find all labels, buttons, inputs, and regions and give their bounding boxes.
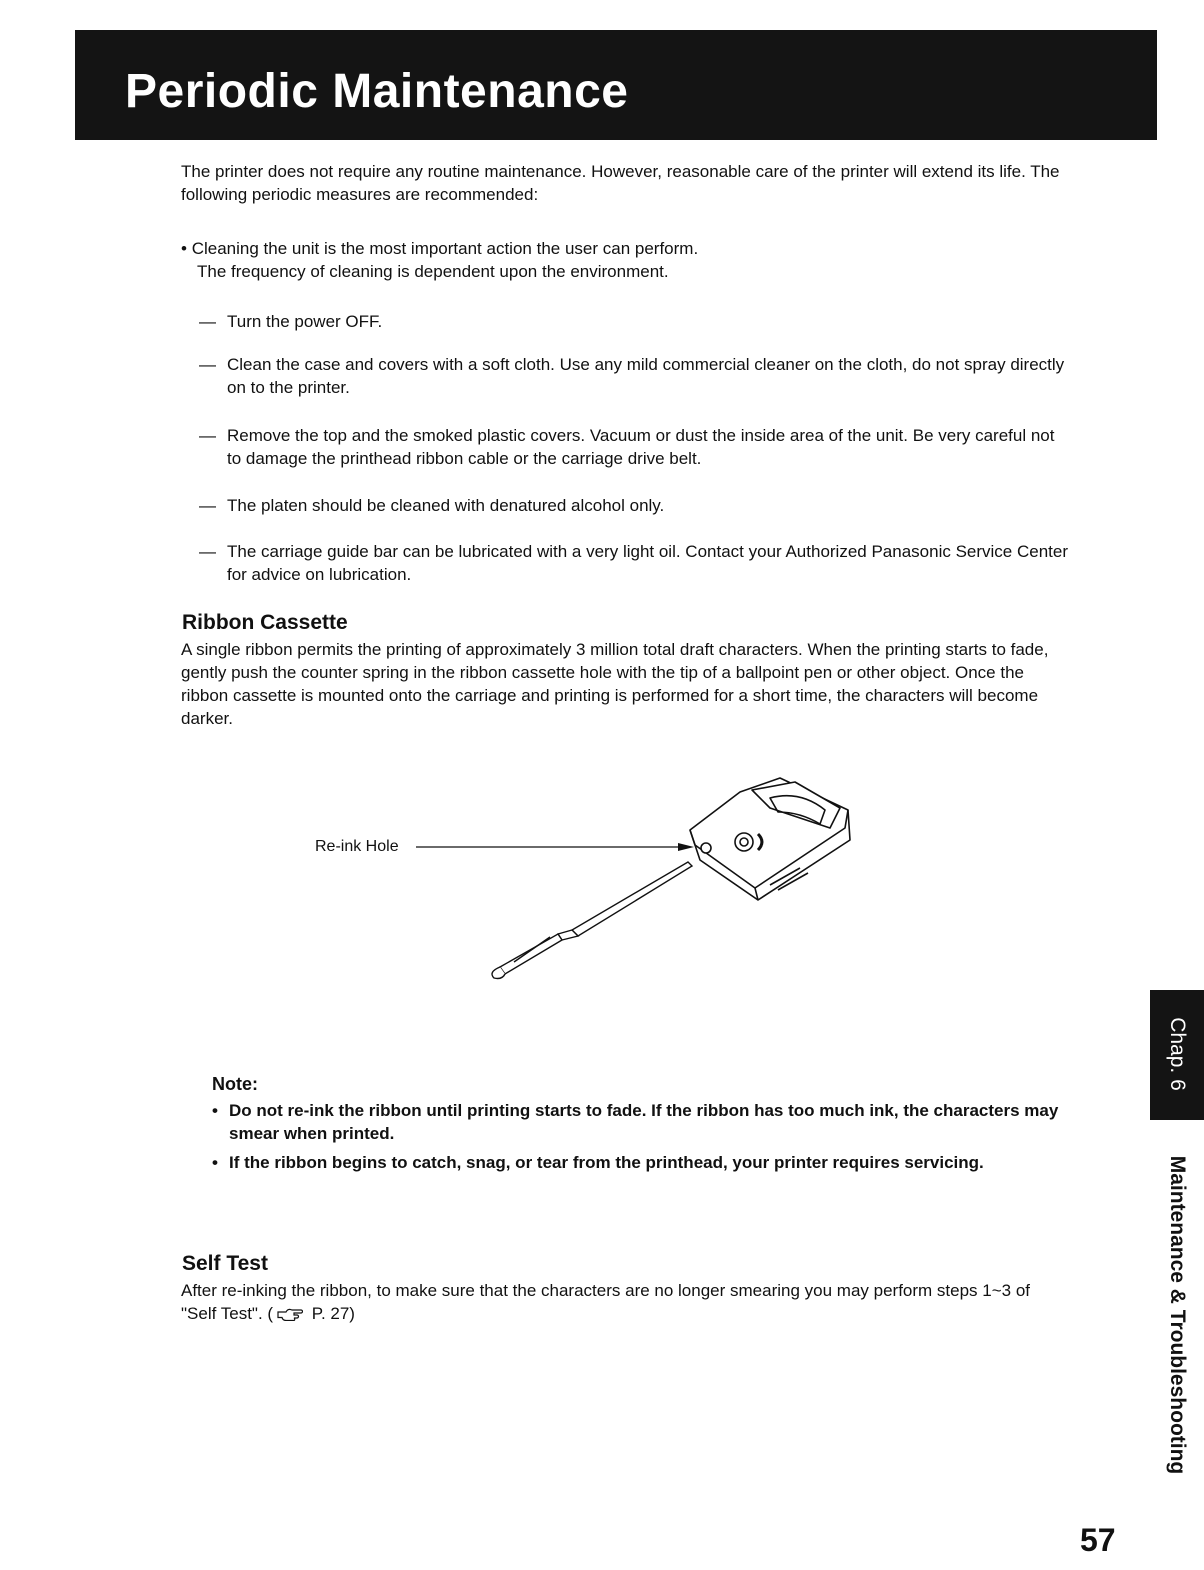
dash-mark: —	[199, 542, 216, 561]
bullet-mark: •	[212, 1153, 218, 1172]
ribbon-cassette-illustration	[300, 760, 900, 1000]
chapter-title: Maintenance & Troubleshooting	[1166, 1155, 1189, 1475]
cleaning-step	[199, 353, 1069, 399]
cleaning-line-1: Cleaning the unit is the most important action the user can perform.	[191, 239, 699, 258]
page-title: Periodic Maintenance	[125, 65, 629, 118]
chapter-tab-label: Chap. 6	[1166, 1017, 1189, 1091]
self-test-heading: Self Test	[182, 1252, 268, 1275]
step-text: Turn the power OFF.	[227, 312, 383, 331]
step-text: The platen should be cleaned with denatured alcohol only.	[227, 496, 665, 515]
dash-mark: —	[199, 426, 216, 445]
cleaning-bullet	[181, 237, 1061, 283]
bullet-mark: •	[212, 1101, 218, 1120]
note-text: If the ribbon begins to catch, snag, or tear from the printhead, your printer requires servicing.	[229, 1153, 984, 1172]
cleaning-step	[199, 424, 1069, 470]
cleaning-line-2: The frequency of cleaning is dependent upon the environment.	[197, 262, 669, 281]
intro-paragraph: The printer does not require any routine maintenance. However, reasonable care of the printer will extend its life. The following periodic measures are recommended:	[181, 162, 1060, 204]
ribbon-cassette-heading: Ribbon Cassette	[182, 611, 348, 634]
ballpoint-pen-icon	[492, 862, 692, 979]
pointing-hand-icon	[277, 1307, 303, 1321]
dash-mark: —	[199, 355, 216, 374]
step-text: Remove the top and the smoked plastic covers. Vacuum or dust the inside area of the unit. Be very careful not to damage the printhead ribbon cable or the carriage drive belt.	[227, 426, 1055, 468]
cleaning-step	[199, 494, 1069, 517]
dash-mark: —	[199, 496, 216, 515]
ribbon-cassette-paragraph: A single ribbon permits the printing of approximately 3 million total draft characters. When the printing starts to fade, gently push the counter spring in the ribbon cassette hole with the tip of a ballpoint pen or other object. Once the ribbon cassette is mounted onto the carriage and printing is performed for a short time, the characters will become darker.	[181, 640, 1049, 728]
self-test-page-ref: P. 27)	[307, 1304, 355, 1323]
self-test-paragraph	[181, 1279, 1066, 1325]
step-text: Clean the case and covers with a soft cloth. Use any mild commercial cleaner on the cloth, do not spray directly on to the printer.	[227, 355, 1065, 397]
cleaning-step	[199, 310, 1069, 333]
note-item	[212, 1151, 1068, 1174]
note-text: Do not re-ink the ribbon until printing starts to fade. If the ribbon has too much ink, the characters may smear when printed.	[229, 1101, 1059, 1143]
re-ink-hole-label: Re-ink Hole	[315, 838, 399, 855]
note-item	[212, 1099, 1068, 1145]
leader-arrowhead	[678, 843, 694, 851]
page-number: 57	[1080, 1522, 1116, 1558]
note-heading: Note:	[212, 1074, 258, 1094]
cleaning-step	[199, 540, 1069, 586]
ribbon-cassette-icon	[690, 778, 850, 900]
title-banner	[75, 30, 1157, 140]
dash-mark: —	[199, 312, 216, 331]
step-text: The carriage guide bar can be lubricated with a very light oil. Contact your Authorized Panasonic Service Center for advice on lubrication.	[227, 542, 1069, 584]
bullet-mark: •	[181, 239, 187, 258]
self-test-text: After re-inking the ribbon, to make sure that the characters are no longer smearing you may perform steps 1~3 of "Self Test". (	[181, 1281, 1031, 1323]
